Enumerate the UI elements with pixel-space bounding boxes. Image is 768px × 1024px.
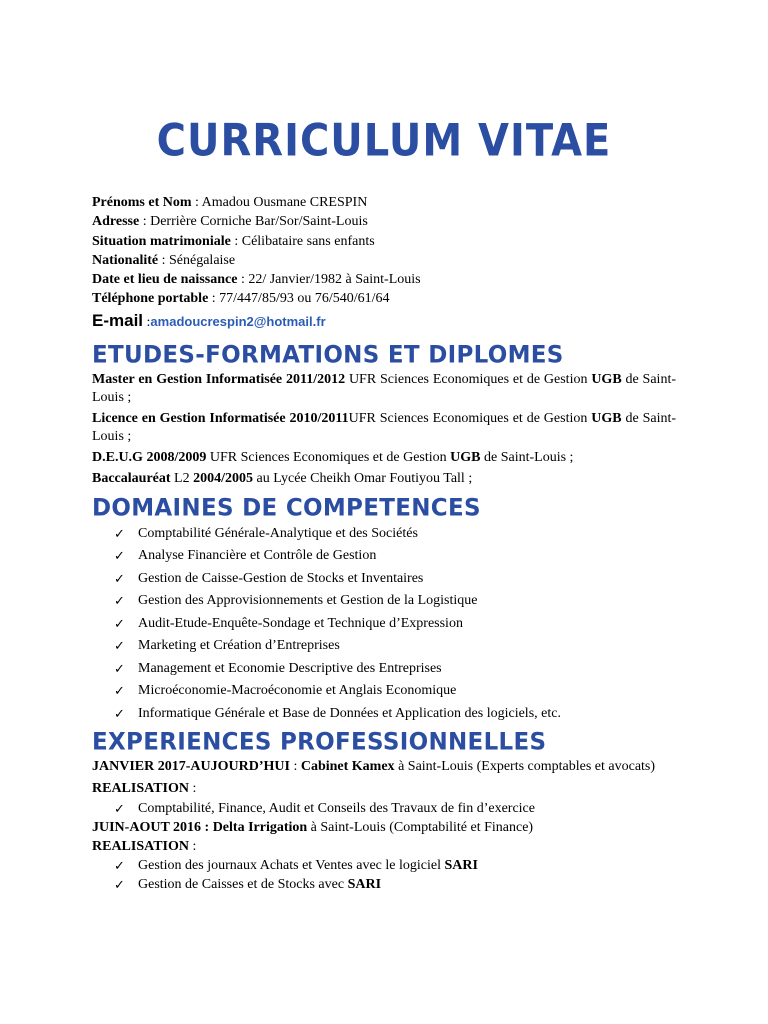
list-item: ✓ Audit-Etude-Enquête-Sondage et Technique d’Expression	[114, 613, 676, 636]
info-value: Sénégalaise	[169, 252, 236, 268]
info-value: Amadou Ousmane CRESPIN	[201, 195, 368, 210]
job-period: JANVIER 2017-AUJOURD’HUI	[92, 759, 290, 775]
job-period: JUIN-AOUT 2016 : Delta Irrigation	[92, 819, 308, 835]
job-header	[92, 818, 676, 837]
checkmark-icon: ✓	[114, 660, 125, 676]
task-list	[92, 799, 676, 818]
education-item: Master en Gestion Informatisée 2011/2012 UFR Sciences Economiques et de Gestion UGB de Saint-Louis ;	[92, 371, 677, 405]
job-details: à Saint-Louis (Comptabilité et Finance)	[307, 819, 534, 835]
info-value: 77/447/85/93 ou 76/540/61/64	[219, 291, 390, 307]
section-heading-skills: DOMAINES DE COMPETENCES	[92, 494, 481, 522]
page-title: CURRICULUM VITAE	[156, 115, 612, 167]
checkmark-icon: ✓	[114, 548, 125, 564]
checkmark-icon: ✓	[114, 570, 125, 586]
list-item: ✓ Microéconomie-Macroéconomie et Anglais Economique	[114, 680, 676, 703]
info-label: Adresse	[92, 214, 140, 230]
checkmark-icon: ✓	[114, 683, 125, 699]
skills-list	[92, 523, 676, 726]
realisation-label: REALISATION :	[92, 838, 197, 854]
list-item: ✓ Comptabilité Générale-Analytique et des Sociétés	[114, 523, 676, 546]
task-list	[92, 856, 676, 894]
checkmark-icon: ✓	[114, 638, 125, 654]
education-item: D.E.U.G 2008/2009 UFR Sciences Economiques et de Gestion UGB de Saint-Louis ;	[92, 449, 574, 465]
education-item: Licence en Gestion Informatisée 2010/2011UFR Sciences Economiques et de Gestion UGB de Saint-Louis ;	[92, 410, 677, 444]
realisation-label: REALISATION :	[92, 781, 197, 797]
list-item: ✓ Gestion de Caisse-Gestion de Stocks et Inventaires	[114, 568, 676, 591]
checkmark-icon: ✓	[114, 858, 125, 874]
list-item: ✓ Management et Economie Descriptive des Entreprises	[114, 658, 676, 681]
info-label: Nationalité	[92, 252, 159, 268]
info-line: Date et lieu de naissance : 22/ Janvier/1982 à Saint-Louis	[92, 272, 421, 288]
job-details: à Saint-Louis (Experts comptables et avocats)	[394, 759, 656, 775]
info-value: Derrière Corniche Bar/Sor/Saint-Louis	[150, 214, 368, 230]
list-item: ✓ Gestion de Caisses et de Stocks avec SARI	[114, 877, 382, 893]
checkmark-icon: ✓	[114, 705, 125, 721]
checkmark-icon: ✓	[114, 877, 125, 893]
email-link[interactable]: amadoucrespin2@hotmail.fr	[150, 313, 326, 329]
info-value: 22/ Janvier/1982 à Saint-Louis	[248, 272, 421, 288]
list-item: ✓ Analyse Financière et Contrôle de Gestion	[114, 545, 676, 568]
info-line: Téléphone portable : 77/447/85/93 ou 76/540/61/64	[92, 291, 390, 307]
info-line: Situation matrimoniale : Célibataire sans enfants	[92, 233, 375, 249]
list-item: ✓ Informatique Générale et Base de Données et Application des logiciels, etc.	[114, 703, 676, 726]
info-line: Nationalité : Sénégalaise	[92, 252, 236, 268]
info-label: Prénoms et Nom	[92, 195, 192, 210]
info-line: Adresse : Derrière Corniche Bar/Sor/Saint-Louis	[92, 214, 368, 230]
checkmark-icon: ✓	[114, 593, 125, 609]
job-company: Cabinet Kamex	[300, 759, 395, 775]
checkmark-icon: ✓	[114, 615, 125, 631]
list-item: ✓ Gestion des journaux Achats et Ventes avec le logiciel SARI	[114, 858, 478, 874]
info-label: Situation matrimoniale	[92, 233, 231, 249]
info-line: Prénoms et Nom : Amadou Ousmane CRESPIN	[92, 195, 368, 210]
email-label: E-mail	[92, 310, 144, 330]
checkmark-icon: ✓	[114, 800, 125, 816]
email-line: E-mail :amadoucrespin2@hotmail.fr	[92, 310, 326, 330]
section-heading-education: ETUDES-FORMATIONS ET DIPLOMES	[92, 341, 564, 369]
info-label: Téléphone portable	[92, 291, 209, 307]
job-header: JANVIER 2017-AUJOURD’HUI : Cabinet Kamex à Saint-Louis (Experts comptables et avocats)	[92, 759, 656, 775]
personal-info	[92, 193, 676, 333]
checkmark-icon: ✓	[114, 525, 125, 541]
list-item: ✓ Comptabilité, Finance, Audit et Conseils des Travaux de fin d’exercice	[114, 800, 535, 816]
cv-content	[92, 193, 676, 894]
education-list	[92, 371, 676, 488]
education-item: Baccalauréat L2 2004/2005 au Lycée Cheikh Omar Foutiyou Tall ;	[92, 470, 473, 486]
list-item: ✓ Marketing et Création d’Entreprises	[114, 635, 676, 658]
experience-list	[92, 758, 676, 894]
info-label: Date et lieu de naissance	[92, 272, 238, 288]
info-value: Célibataire sans enfants	[241, 233, 375, 249]
list-item: ✓ Gestion des Approvisionnements et Gestion de la Logistique	[114, 590, 676, 613]
section-heading-experience: EXPERIENCES PROFESSIONNELLES	[92, 728, 547, 756]
